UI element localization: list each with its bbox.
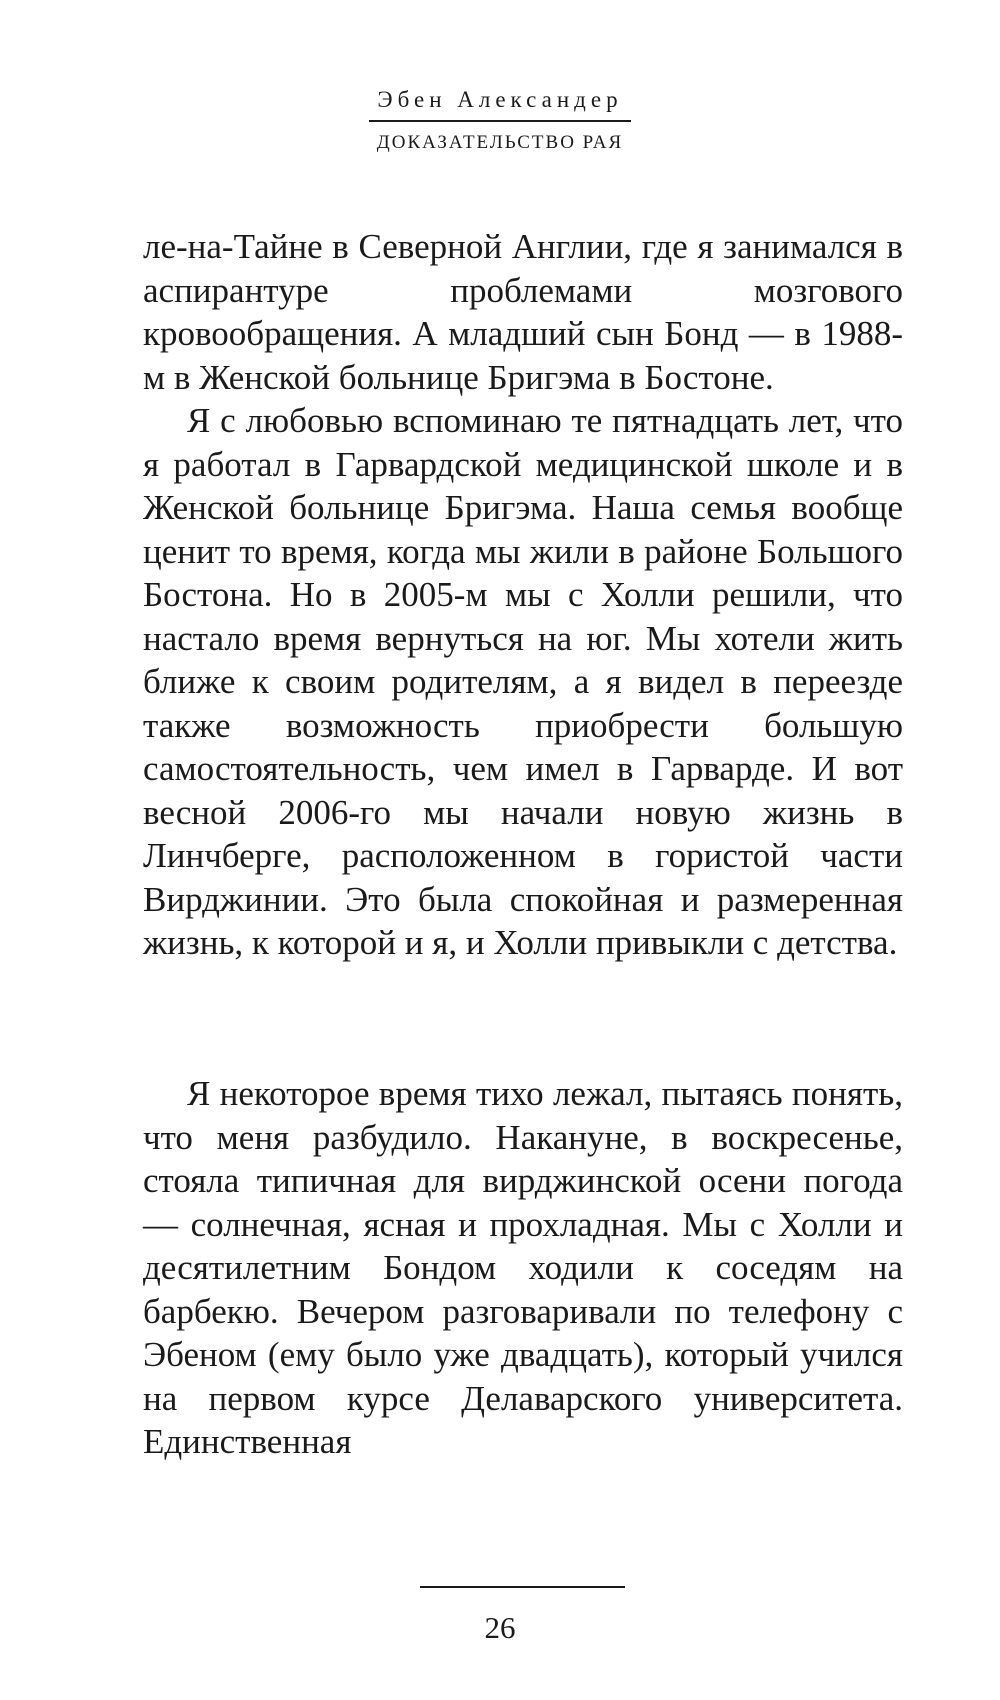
text-section-2 [143, 1072, 903, 1464]
paragraph: Я некоторое время тихо лежал, пытаясь понять, что меня разбудило. Накануне, в воскресенье, стояла типичная для вирджинской осени погода — солнечная, ясная и прохладная. Мы с Холли и десятилетним Бондом ходили к соседям на барбекю. Вечером разговаривали по телефону с Эбеном (ему было уже двадцать), который учился на первом курсе Делаварского университета. Единственная [143, 1074, 903, 1461]
text-section-1 [143, 225, 903, 965]
page-number: 26 [484, 1610, 516, 1645]
book-title: ДОКАЗАТЕЛЬСТВО РАЯ [376, 132, 624, 153]
footer-rule [420, 1586, 625, 1588]
author-name: Эбен Александер [377, 87, 623, 112]
paragraph: Я с любовью вспоминаю те пятнадцать лет, что я работал в Гарвардской медицинской школе и в Женской больнице Бригэма. Наша семья вообще ценит то время, когда мы жили в районе Большого Бостона. Но в 2005-м мы с Холли решили, что настало время вернуться на юг. Мы хотели жить ближе к своим родителям, а я видел в переезде также возможность приобрести большую самостоятельность, чем имел в Гарварде. И вот весной 2006-го мы начали новую жизнь в Линчберге, расположенном в гористой части Вирджинии. Это была спокойная и размеренная жизнь, к которой и я, и Холли привыкли с детства. [143, 401, 903, 962]
paragraph-continuation: ле-на-Тайне в Северной Англии, где я занимался в аспирантуре проблемами мозгового кровообращения. А младший сын Бонд — в 1988-м в Женской больнице Бригэма в Бостоне. [143, 227, 903, 397]
running-header [0, 84, 1000, 156]
header-rule [369, 120, 631, 122]
